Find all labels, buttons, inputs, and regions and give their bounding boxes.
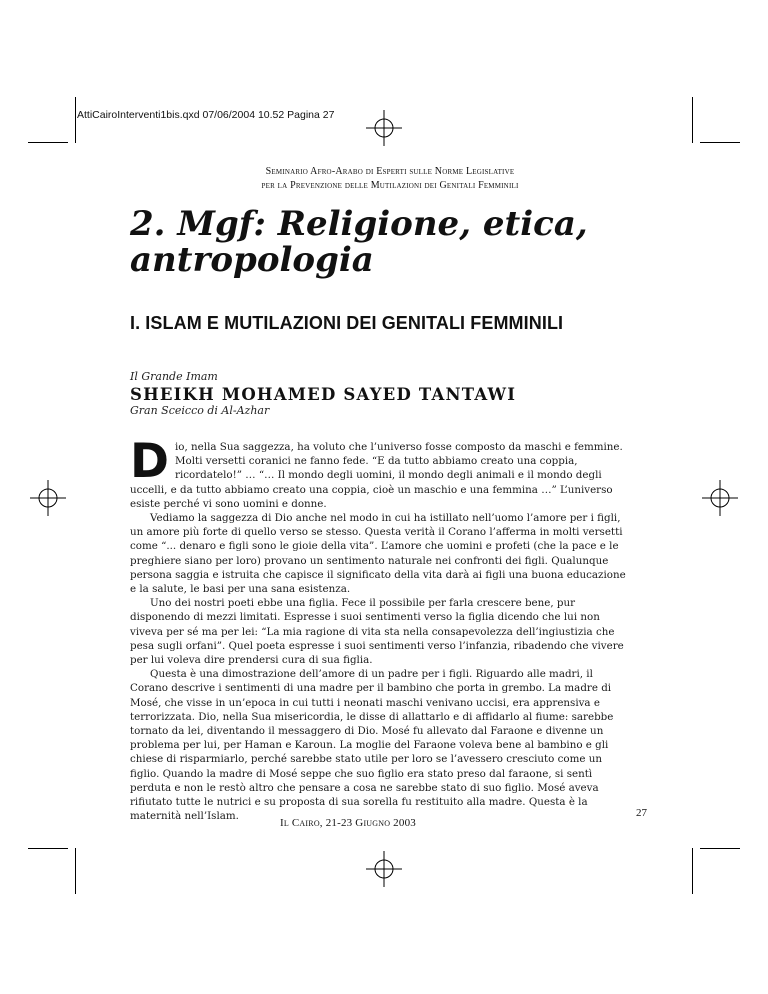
crop-mark bbox=[28, 142, 68, 143]
crop-mark bbox=[700, 142, 740, 143]
footer-event: Il Cairo, 21-23 Giugno 2003 bbox=[280, 817, 416, 829]
crop-mark bbox=[692, 97, 693, 143]
author-affiliation: Gran Sceicco di Al-Azhar bbox=[130, 404, 270, 417]
running-head-line1: Seminario Afro-Arabo di Esperti sulle Norme Legislative bbox=[265, 166, 515, 177]
registration-mark-bottom bbox=[364, 849, 404, 889]
file-slug: AttiCairoInterventi1bis.qxd 07/06/2004 10.52 Pagina 27 bbox=[77, 109, 335, 121]
registration-mark-right bbox=[700, 478, 740, 518]
author-name: SHEIKH MOHAMED SAYED TANTAWI bbox=[130, 385, 517, 404]
running-head-line2: per la Prevenzione delle Mutilazioni dei Genitali Femminili bbox=[261, 180, 519, 191]
paragraph-1 bbox=[130, 434, 632, 511]
paragraph-4: Questa è una dimostrazione dell’amore di un padre per i figli. Riguardo alle madri, il Corano descrive i sentimenti di una madre per il bambino che porta in grembo. La madre di Mosé, che visse in un’epoca in cui tutti i neonati maschi venivano uccisi, era apprensiva e terrorizzata. Dio, nella Sua misericordia, le disse di allattarlo e di affidarlo al fiume: sarebbe tornato da lei, diventando il messaggero di Dio. Mosé fu allevato dal Faraone e divenne un problema per lui, per Haman e Karoun. La moglie del Faraone voleva bene al bambino e gli chiese di risparmiarlo, perché sarebbe stato utile per loro se l’avessero cresciuto come un figlio. Quando la madre di Mosé seppe che suo figlio era stato preso dal faraone, si sentì perduta e non le restò altro che pensare a cosa ne sarebbe stato di suo figlio. Mosé aveva rifiutato tutte le nutrici e su proposta di sua sorella fu restituito alla madre. Questa è la maternità nell’Islam. bbox=[130, 668, 614, 823]
page-number: 27 bbox=[636, 807, 647, 819]
drop-cap: D bbox=[130, 434, 170, 489]
chapter-title bbox=[130, 206, 588, 278]
registration-mark-left bbox=[28, 478, 68, 518]
crop-mark bbox=[700, 848, 740, 849]
chapter-title-line2: antropologia bbox=[130, 240, 374, 280]
paragraph-3: Uno dei nostri poeti ebbe una figlia. Fece il possibile per farla crescere bene, pur disponendo di mezzi limitati. Espresse i suoi sentimenti verso la figlia dicendo che lui non viveva per sé ma per lei: “La mia ragione di vita sta nella consapevolezza dell’ingiustizia che pesa sugli orfani”. Quel poeta espresse i suoi sentimenti verso l’infanzia, ribadendo che vivere per lui voleva dire prendersi cura di sua figlia. bbox=[130, 597, 624, 667]
author-role: Il Grande Imam bbox=[130, 370, 218, 383]
paragraph-2: Vediamo la saggezza di Dio anche nel modo in cui ha istillato nell’uomo l’amore per i figli, un amore più forte di quello verso se stesso. Questa verità il Corano l’afferma in molti versetti come “... denaro e figli sono le gioie della vita”. L’amore che uomini e profeti (che la pace e le preghiere siano per loro) provano un sentimento naturale nei confronti dei figli. Qualunque persona saggia e istruita che capisce il significato della vita darà ai figli una buona educazione e la salute, le basi per una sana esistenza. bbox=[130, 512, 626, 596]
crop-mark bbox=[75, 97, 76, 143]
registration-mark-top bbox=[364, 108, 404, 148]
crop-mark bbox=[28, 848, 68, 849]
chapter-title-line1: 2. Mgf: Religione, etica, bbox=[130, 204, 588, 244]
paragraph-1-text: io, nella Sua saggezza, ha voluto che l’universo fosse composto da maschi e femmine. Molti versetti coranici ne fanno fede. “E da tutto abbiamo creato una coppia, ricordatelo!” … “… Il mondo degli uomini, il mondo degli animali e il mondo degli uccelli, e da tutto abbiamo creato una coppia, cioè un maschio e una femmina …” L’universo esiste perché vi sono uomini e donne. bbox=[130, 441, 623, 510]
section-title: I. ISLAM E MUTILAZIONI DEI GENITALI FEMMINILI bbox=[130, 313, 564, 333]
article-body bbox=[130, 434, 632, 823]
crop-mark bbox=[75, 848, 76, 894]
crop-mark bbox=[692, 848, 693, 894]
